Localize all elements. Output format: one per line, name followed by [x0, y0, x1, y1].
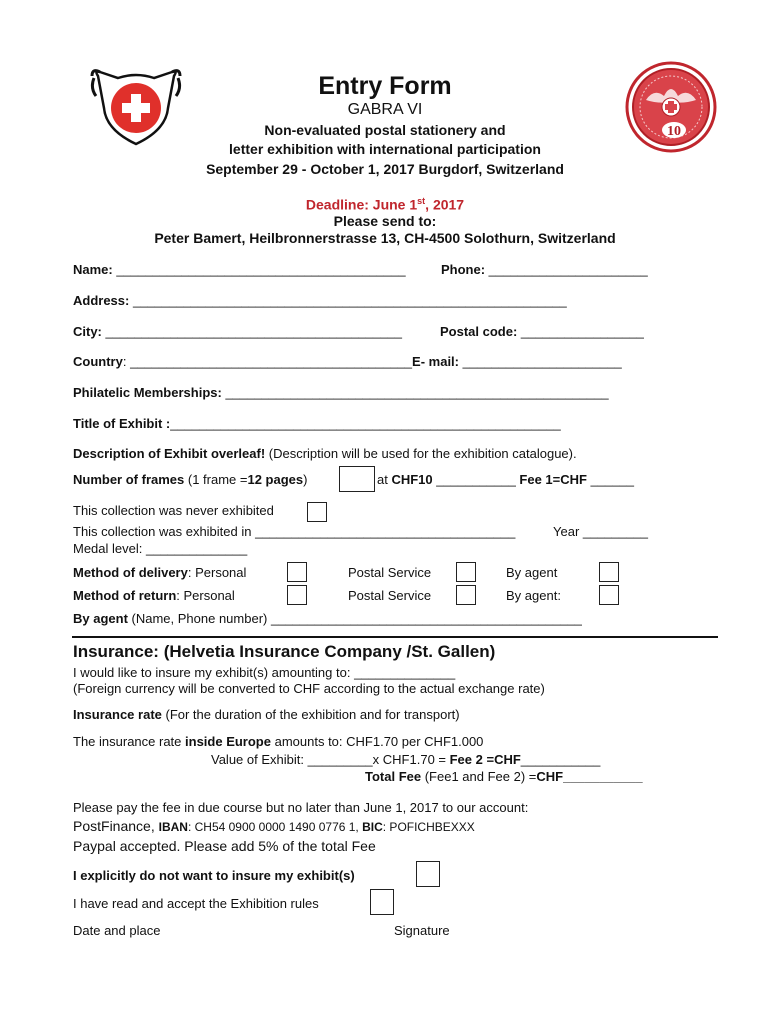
europe-rate-row	[73, 734, 483, 749]
description-rest: (Description will be used for the exhibition catalogue).	[265, 446, 577, 461]
description-bold: Description of Exhibit overleaf!	[73, 446, 266, 461]
payment-note: Please pay the fee in due course but no later than June 1, 2017 to our account:	[73, 800, 529, 815]
subtitle-line-2: letter exhibition with international participation	[229, 141, 541, 157]
currency-note: (Foreign currency will be converted to CHF according to the actual exchange rate)	[73, 681, 545, 696]
phone-field[interactable]: ______________________	[488, 262, 648, 277]
delivery-personal: : Personal	[187, 565, 247, 580]
phone-row	[441, 262, 648, 277]
event-dates: September 29 - October 1, 2017 Burgdorf, Switzerland	[206, 161, 564, 177]
title-exhibit-row	[73, 416, 561, 431]
was-exhibited-field[interactable]: ____________________________________	[255, 524, 516, 539]
europe-rate-post: amounts to: CHF1.70 per CHF1.000	[270, 734, 484, 749]
name-row	[73, 262, 406, 277]
frames-total-field[interactable]: ___________	[432, 472, 520, 487]
insurance-heading: Insurance: (Helvetia Insurance Company /St. Gallen)	[73, 642, 496, 661]
no-insure-label: I explicitly do not want to insure my exhibit(s)	[73, 868, 355, 883]
never-exhibited-label: This collection was never exhibited	[73, 503, 274, 518]
deadline-year: , 2017	[425, 196, 465, 213]
memberships-field[interactable]: _____________________________________________________	[225, 385, 609, 400]
iban-label: IBAN	[158, 820, 188, 834]
frames-mid: (1 frame =	[184, 472, 248, 487]
return-personal-checkbox[interactable]	[287, 585, 307, 605]
date-place-label: Date and place	[73, 923, 161, 938]
address-label: Address:	[73, 293, 133, 308]
frames-chf: CHF10	[391, 472, 433, 487]
deadline-sup: st	[417, 196, 426, 206]
paypal-note: Paypal accepted. Please add 5% of the total Fee	[73, 838, 376, 854]
was-exhibited-label: This collection was exhibited in	[73, 524, 256, 539]
frames-label: Number of frames	[73, 472, 185, 487]
fee2-label: Fee 2	[449, 752, 483, 767]
agent-label: By agent	[73, 611, 128, 626]
city-row	[73, 324, 402, 339]
fee2-field[interactable]: ___________	[520, 752, 601, 767]
europe-rate-bold: inside Europe	[185, 734, 271, 749]
name-label: Name:	[73, 262, 117, 277]
delivery-agent-checkbox[interactable]	[599, 562, 619, 582]
europe-rate-pre: The insurance rate	[73, 734, 186, 749]
fee1-field[interactable]: ______	[586, 472, 634, 487]
postal-field[interactable]: _________________	[520, 324, 644, 339]
fee2-eq: =CHF	[482, 752, 521, 767]
agent-row	[73, 611, 582, 626]
agent-field[interactable]: ___________________________________________	[270, 611, 582, 626]
country-row	[73, 354, 622, 369]
frames-at: at	[377, 472, 392, 487]
title-exhibit-field[interactable]: ______________________________________________________	[170, 416, 561, 431]
year-label: Year	[553, 524, 583, 539]
country-label: Country	[73, 354, 123, 369]
insurance-amount-field[interactable]: I would like to insure my exhibit(s) amounting to: ______________	[73, 665, 456, 680]
delivery-postal-label: Postal Service	[348, 565, 432, 580]
address-field[interactable]: ____________________________________________________________	[132, 293, 567, 308]
email-label: E- mail:	[412, 354, 463, 369]
total-fee-note: (Fee1 and Fee 2) =	[421, 769, 537, 784]
email-field[interactable]: ______________________	[462, 354, 622, 369]
name-field[interactable]: ________________________________________	[116, 262, 406, 277]
insurance-rate-label: Insurance rate	[73, 707, 162, 722]
insurance-rate-note: (For the duration of the exhibition and for transport)	[161, 707, 460, 722]
fee1-label: Fee 1	[519, 472, 553, 487]
delivery-agent-label: By agent	[506, 565, 558, 580]
bic-label: BIC	[362, 820, 383, 834]
address-row	[73, 293, 567, 308]
delivery-personal-checkbox[interactable]	[287, 562, 307, 582]
title-exhibit-label: Title of Exhibit :	[73, 416, 171, 431]
stamp-value: 10	[667, 124, 681, 139]
event-name: GABRA VI	[347, 101, 423, 118]
send-to-address: Peter Bamert, Heilbronnerstrasse 13, CH-4500 Solothurn, Switzerland	[154, 230, 616, 246]
return-label: Method of return	[73, 588, 177, 603]
medal-level-field[interactable]: Medal level: ______________	[73, 541, 248, 556]
delivery-row	[73, 565, 246, 580]
frames-price-row	[377, 472, 634, 487]
return-postal-checkbox[interactable]	[456, 585, 476, 605]
signature-label: Signature	[394, 923, 450, 938]
frames-count-box[interactable]	[339, 466, 375, 492]
deadline-text: Deadline: June 1	[305, 196, 418, 213]
city-label: City:	[73, 324, 106, 339]
section-divider	[72, 636, 718, 638]
year-row	[553, 524, 648, 539]
never-exhibited-checkbox[interactable]	[307, 502, 327, 522]
frames-row	[73, 472, 307, 487]
agent-hint: (Name, Phone number)	[127, 611, 271, 626]
return-agent-label: By agent:	[506, 588, 561, 603]
fee1-eq: =CHF	[552, 472, 587, 487]
postfinance-label: PostFinance,	[73, 818, 159, 834]
send-to-label: Please send to:	[333, 213, 437, 229]
value-row	[211, 752, 600, 767]
phone-label: Phone:	[441, 262, 489, 277]
was-exhibited-row	[73, 524, 515, 539]
bank-details	[73, 818, 475, 834]
description-note	[73, 446, 577, 461]
iban-value: : CH54 0900 0000 1490 0776 1,	[187, 820, 363, 834]
year-field[interactable]: _________	[582, 524, 648, 539]
memberships-label: Philatelic Memberships:	[73, 385, 226, 400]
no-insure-checkbox[interactable]	[416, 861, 440, 887]
page-title: Entry Form	[318, 72, 452, 100]
return-row	[73, 588, 235, 603]
postal-row	[440, 324, 644, 339]
insurance-rate-row	[73, 707, 460, 722]
rules-checkbox[interactable]	[370, 889, 394, 915]
memberships-row	[73, 385, 609, 400]
total-chf: CHF	[536, 769, 564, 784]
delivery-label: Method of delivery	[73, 565, 188, 580]
value-of-exhibit-field[interactable]: Value of Exhibit: _________x CHF1.70 =	[211, 752, 450, 767]
total-fee-field[interactable]: ___________	[563, 769, 643, 784]
delivery-postal-checkbox[interactable]	[456, 562, 476, 582]
return-agent-checkbox[interactable]	[599, 585, 619, 605]
subtitle-line-1: Non-evaluated postal stationery and	[264, 122, 506, 138]
bic-value: : POFICHBEXXX	[382, 820, 475, 834]
frames-close: )	[303, 472, 308, 487]
frames-pages: 12 pages	[247, 472, 304, 487]
deadline	[0, 196, 770, 213]
rules-label: I have read and accept the Exhibition rules	[73, 896, 319, 911]
postal-label: Postal code:	[440, 324, 521, 339]
country-field[interactable]: : _______________________________________	[122, 354, 413, 369]
total-row	[365, 769, 643, 784]
return-postal-label: Postal Service	[348, 588, 432, 603]
total-fee-label: Total Fee	[365, 769, 422, 784]
return-personal: : Personal	[176, 588, 235, 603]
city-field[interactable]: _________________________________________	[105, 324, 402, 339]
